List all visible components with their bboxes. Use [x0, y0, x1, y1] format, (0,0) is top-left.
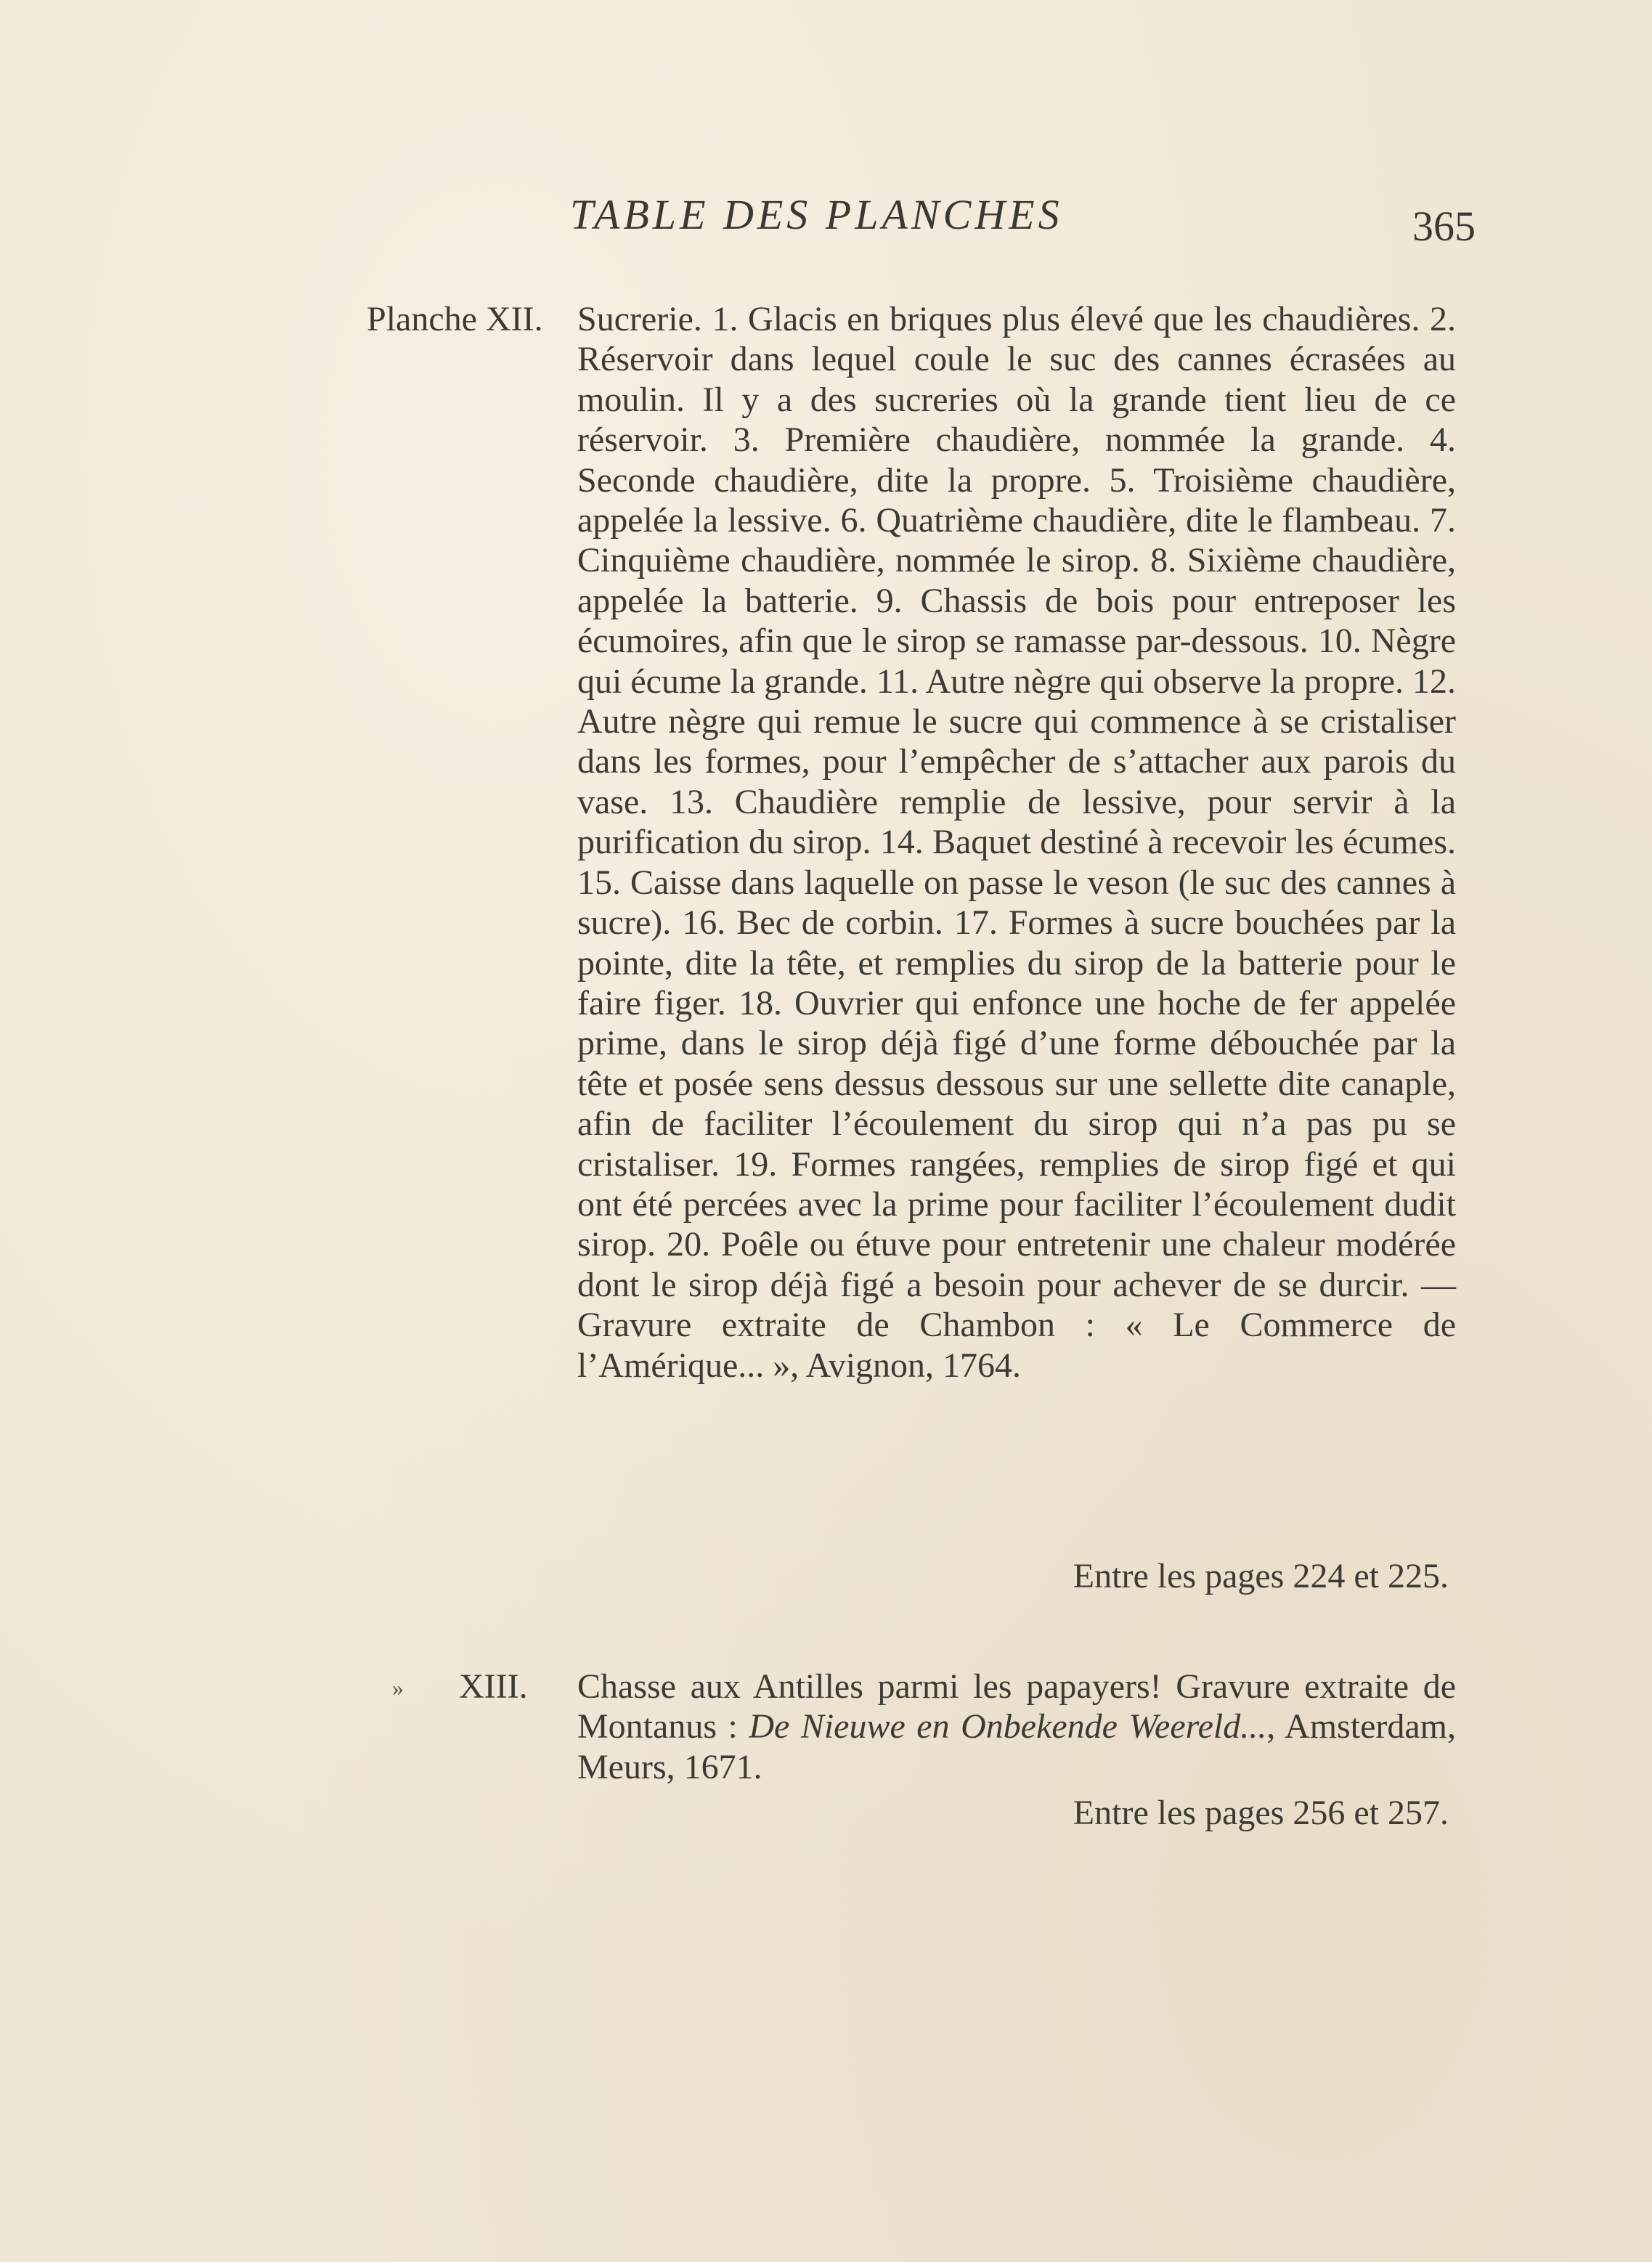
plate-13-label: XIII. [459, 1667, 528, 1706]
plate-13-description-start: Chasse aux Antilles parmi les papayers! Gravure extraite de Montanus : [577, 1667, 1456, 1746]
plate-13-book-title: De Nieuwe en Onbekende Weereld... [749, 1707, 1267, 1746]
running-head [0, 190, 1652, 256]
plate-12-location: Entre les pages 224 et 225. [1073, 1557, 1449, 1595]
plate-13-description-end: , Amsterdam, Meurs, 1671. [577, 1707, 1456, 1786]
plate-13-description [577, 1667, 1456, 1787]
page-number: 365 [1412, 203, 1476, 250]
plate-12-description: Sucrerie. 1. Glacis en briques plus élevé que les chaudières. 2. Réservoir dans lequel coule le suc des cannes écrasées au moulin. Il y a des sucreries où la grande tient lieu de ce réservoir. 3. Première chaudière, nommée la grande. 4. Seconde chaudière, dite la propre. 5. Troisième chaudière, appelée la lessive. 6. Quatrième chaudière, dite le flambeau. 7. Cinquième chaudière, nommée le sirop. 8. Sixième chaudière, appelée la batterie. 9. Chassis de bois pour entreposer les écumoires, afin que le sirop se ramasse par-dessous. 10. Nègre qui écume la grande. 11. Autre nègre qui observe la propre. 12. Autre nègre qui remue le sucre qui commence à se cristaliser dans les formes, pour l’empêcher de s’attacher aux parois du vase. 13. Chaudière remplie de lessive, pour servir à la purification du sirop. 14. Baquet destiné à recevoir les écumes. 15. Caisse dans laquelle on passe le veson (le suc des cannes à sucre). 16. Bec de corbin. 17. Formes à sucre bouchées par la pointe, dite la tête, et remplies du sirop de la batterie pour le faire figer. 18. Ouvrier qui enfonce une hoche de fer appelée prime, dans le sirop déjà figé d’une forme débouchée par la tête et posée sens dessus dessous sur une sellette dite canaple, afin de faciliter l’écoulement du sirop qui n’a pas pu se cristaliser. 19. Formes rangées, remplies de sirop figé et qui ont été percées avec la prime pour faciliter l’écoulement dudit sirop. 20. Poêle ou étuve pour entretenir une chaleur modérée dont le sirop déjà figé a besoin pour achever de se durcir. — Gravure extraite de Chambon : « Le Commerce de l’Amérique... », Avignon, 1764. [577, 300, 1456, 1385]
ditto-mark: » [392, 1675, 404, 1701]
plate-13-label-group [392, 1667, 528, 1708]
plate-13-location: Entre les pages 256 et 257. [1073, 1794, 1449, 1832]
running-head-title: TABLE DES PLANCHES [570, 191, 1063, 238]
plate-12-label: Planche XII. [367, 300, 543, 338]
